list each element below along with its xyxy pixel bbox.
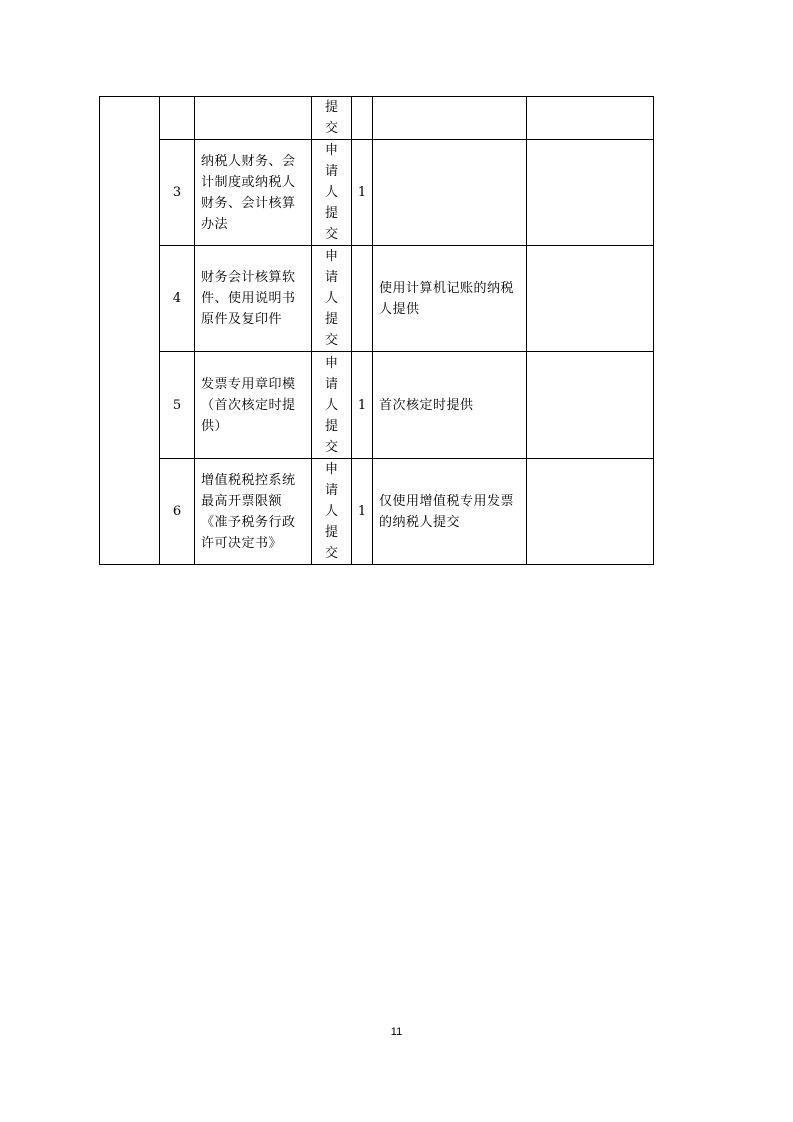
material-source: 申请人提交 xyxy=(312,140,352,246)
page-number: 11 xyxy=(390,1026,403,1038)
material-quantity xyxy=(352,97,373,140)
row-number: 3 xyxy=(160,140,195,246)
extra-cell xyxy=(527,246,654,352)
material-quantity xyxy=(352,246,373,352)
extra-cell xyxy=(527,140,654,246)
material-name: 增值税税控系统最高开票限额《准予税务行政许可决定书》 xyxy=(195,459,312,565)
row-number: 4 xyxy=(160,246,195,352)
material-name: 纳税人财务、会计制度或纳税人财务、会计核算办法 xyxy=(195,140,312,246)
material-quantity: 1 xyxy=(352,140,373,246)
table-row xyxy=(100,459,654,565)
material-note xyxy=(373,97,527,140)
extra-cell xyxy=(527,97,654,140)
material-source: 提交 xyxy=(312,97,352,140)
table-row xyxy=(100,246,654,352)
material-quantity: 1 xyxy=(352,352,373,459)
material-name: 财务会计核算软件、使用说明书原件及复印件 xyxy=(195,246,312,352)
category-cell xyxy=(100,97,160,565)
row-number: 6 xyxy=(160,459,195,565)
material-name xyxy=(195,97,312,140)
extra-cell xyxy=(527,459,654,565)
table-row xyxy=(100,140,654,246)
extra-cell xyxy=(527,352,654,459)
row-number xyxy=(160,97,195,140)
material-note: 使用计算机记账的纳税人提供 xyxy=(373,246,527,352)
material-name: 发票专用章印模（首次核定时提供） xyxy=(195,352,312,459)
material-source: 申请人提交 xyxy=(312,352,352,459)
table-row xyxy=(100,352,654,459)
material-source: 申请人提交 xyxy=(312,459,352,565)
material-quantity: 1 xyxy=(352,459,373,565)
material-note: 首次核定时提供 xyxy=(373,352,527,459)
material-note xyxy=(373,140,527,246)
materials-table xyxy=(99,96,654,565)
material-note: 仅使用增值税专用发票的纳税人提交 xyxy=(373,459,527,565)
table-row xyxy=(100,97,654,140)
material-source: 申请人提交 xyxy=(312,246,352,352)
row-number: 5 xyxy=(160,352,195,459)
